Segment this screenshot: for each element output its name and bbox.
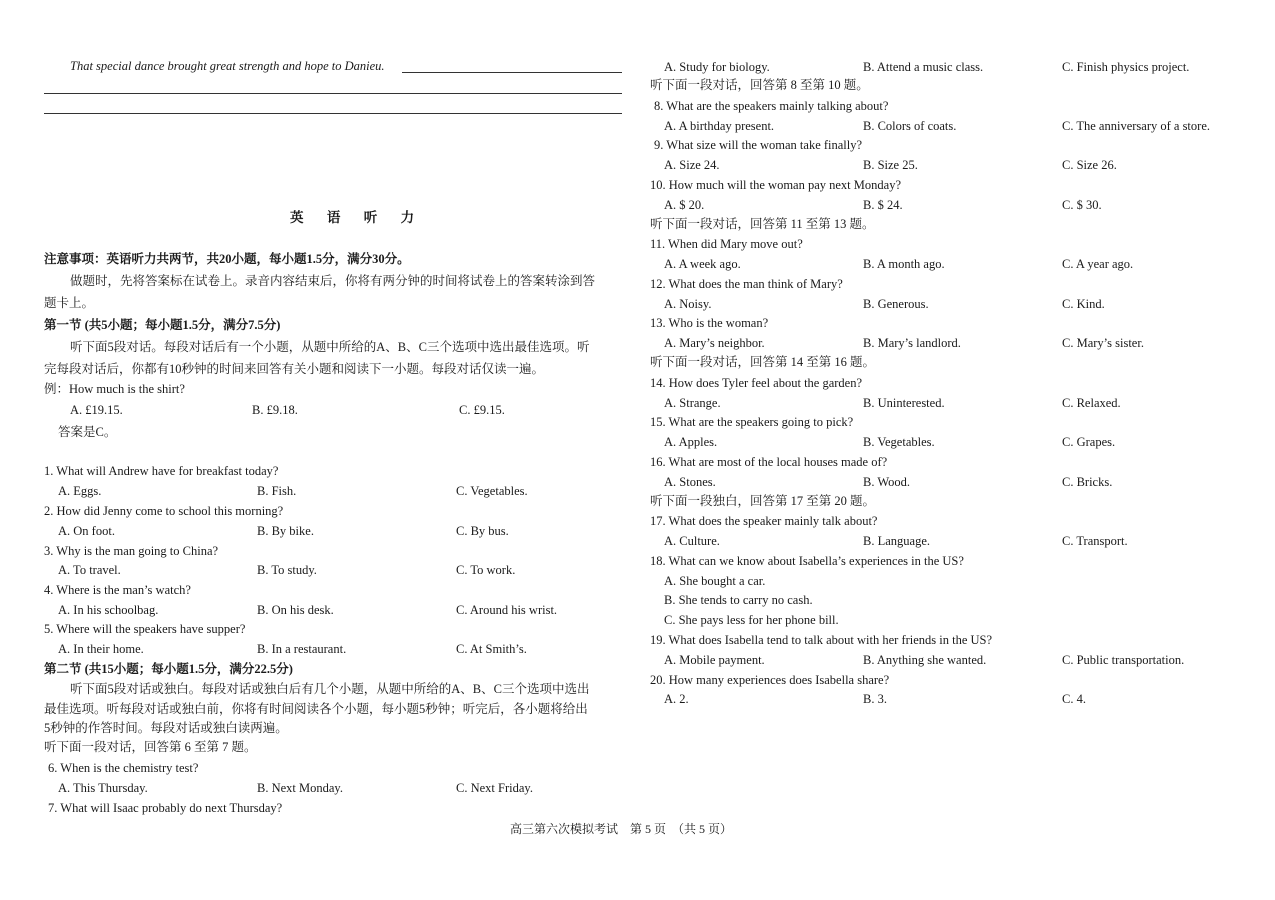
dialogue-direction: 听下面一段对话，回答第 6 至第 7 题。 xyxy=(44,740,257,754)
option: B. 3. xyxy=(863,692,887,706)
question: 11. When did Mary move out? xyxy=(650,237,803,251)
option: B. Uninterested. xyxy=(863,396,945,410)
option: C. Kind. xyxy=(1062,297,1105,311)
option: B. $ 24. xyxy=(863,198,903,212)
part1-instructions: 听下面5段对话。每段对话后有一个小题，从题中所给的A、B、C三个选项中选出最佳选项。听 xyxy=(70,340,590,354)
question: 15. What are the speakers going to pick? xyxy=(650,415,854,429)
option: A. A birthday present. xyxy=(664,119,775,133)
question: 9. What size will the woman take finally? xyxy=(654,138,863,152)
option: B. Colors of coats. xyxy=(863,119,957,133)
question: 17. What does the speaker mainly talk about? xyxy=(650,514,878,528)
option: C. A year ago. xyxy=(1062,257,1134,271)
answer-line xyxy=(44,93,622,94)
question: 7. What will Isaac probably do next Thursday? xyxy=(48,801,283,815)
option: B. In a restaurant. xyxy=(257,642,347,656)
notice-heading: 注意事项：英语听力共两节，共20小题，每小题1.5分，满分30分。 xyxy=(44,252,410,266)
question: 6. When is the chemistry test? xyxy=(48,761,199,775)
option: A. 2. xyxy=(664,692,689,706)
section-title: 英 语 听 力 xyxy=(290,210,425,225)
option: B. Attend a music class. xyxy=(863,60,984,74)
option: C. To work. xyxy=(456,563,516,577)
part2-heading: 第二节 (共15小题；每小题1.5分，满分22.5分) xyxy=(44,662,293,676)
option: A. On foot. xyxy=(58,524,115,538)
option: A. Eggs. xyxy=(58,484,102,498)
part1-instructions: 完每段对话后，你都有10秒钟的时间来回答有关小题和阅读下一小题。每段对话仅读一遍。 xyxy=(44,362,545,376)
example-option: B. £9.18. xyxy=(252,403,298,417)
option: C. Bricks. xyxy=(1062,475,1113,489)
option: A. Strange. xyxy=(664,396,721,410)
option: A. In their home. xyxy=(58,642,144,656)
option: B. Vegetables. xyxy=(863,435,935,449)
question: 20. How many experiences does Isabella share? xyxy=(650,673,890,687)
dialogue-direction: 听下面一段对话，回答第 8 至第 10 题。 xyxy=(650,78,869,92)
option: A. This Thursday. xyxy=(58,781,148,795)
option: A. Apples. xyxy=(664,435,718,449)
option: C. She pays less for her phone bill. xyxy=(664,613,839,627)
option: B. On his desk. xyxy=(257,603,334,617)
option: A. In his schoolbag. xyxy=(58,603,159,617)
question: 13. Who is the woman? xyxy=(650,316,769,330)
part2-instructions: 最佳选项。听每段对话或独白前，你将有时间阅读各个小题，每小题5秒钟；听完后，各小题将给出 xyxy=(44,702,588,716)
option: A. Culture. xyxy=(664,534,720,548)
option: C. Public transportation. xyxy=(1062,653,1185,667)
part2-instructions: 听下面5段对话或独白。每段对话或独白后有几个小题，从题中所给的A、B、C三个选项中选出 xyxy=(70,682,590,696)
option: B. Next Monday. xyxy=(257,781,343,795)
question: 4. Where is the man’s watch? xyxy=(44,583,191,597)
question: 19. What does Isabella tend to talk about with her friends in the US? xyxy=(650,633,993,647)
option: B. Mary’s landlord. xyxy=(863,336,961,350)
part1-heading: 第一节 (共5小题；每小题1.5分，满分7.5分) xyxy=(44,318,281,332)
option: A. Mary’s neighbor. xyxy=(664,336,765,350)
option: A. Stones. xyxy=(664,475,716,489)
option: A. $ 20. xyxy=(664,198,705,212)
question: 1. What will Andrew have for breakfast today? xyxy=(44,464,279,478)
option: A. Size 24. xyxy=(664,158,720,172)
option: C. Relaxed. xyxy=(1062,396,1121,410)
option: C. Vegetables. xyxy=(456,484,528,498)
option: C. Next Friday. xyxy=(456,781,533,795)
part2-instructions: 5秒钟的作答时间。每段对话或独白读两遍。 xyxy=(44,721,288,735)
option: C. By bus. xyxy=(456,524,509,538)
option: A. To travel. xyxy=(58,563,121,577)
option: B. Fish. xyxy=(257,484,297,498)
dialogue-direction: 听下面一段对话，回答第 14 至第 16 题。 xyxy=(650,355,876,369)
example-option: A. £19.15. xyxy=(70,403,123,417)
option: A. Mobile payment. xyxy=(664,653,765,667)
option: A. Noisy. xyxy=(664,297,712,311)
option: B. Wood. xyxy=(863,475,911,489)
option: B. To study. xyxy=(257,563,317,577)
notice-text: 题卡上。 xyxy=(44,296,95,310)
example-option: C. £9.15. xyxy=(459,403,505,417)
option: C. Transport. xyxy=(1062,534,1128,548)
dialogue-direction: 听下面一段对话，回答第 11 至第 13 题。 xyxy=(650,217,875,231)
option: B. Size 25. xyxy=(863,158,918,172)
question: 18. What can we know about Isabella’s experiences in the US? xyxy=(650,554,964,568)
page-footer: 高三第六次模拟考试 第 5 页 （共 5 页） xyxy=(510,822,733,836)
option: C. $ 30. xyxy=(1062,198,1102,212)
option: C. Size 26. xyxy=(1062,158,1117,172)
option: B. A month ago. xyxy=(863,257,945,271)
option: B. Generous. xyxy=(863,297,929,311)
dialogue-direction: 听下面一段独白，回答第 17 至第 20 题。 xyxy=(650,494,876,508)
answer-line xyxy=(44,113,622,114)
question: 5. Where will the speakers have supper? xyxy=(44,622,246,636)
option: C. At Smith’s. xyxy=(456,642,527,656)
option: B. By bike. xyxy=(257,524,314,538)
question: 2. How did Jenny come to school this morning? xyxy=(44,504,284,518)
option: C. 4. xyxy=(1062,692,1086,706)
option: B. Language. xyxy=(863,534,930,548)
option: A. A week ago. xyxy=(664,257,741,271)
option: A. She bought a car. xyxy=(664,574,766,588)
question: 8. What are the speakers mainly talking about? xyxy=(654,99,889,113)
option: C. The anniversary of a store. xyxy=(1062,119,1210,133)
option: C. Around his wrist. xyxy=(456,603,558,617)
example-answer: 答案是C。 xyxy=(58,425,117,439)
question: 3. Why is the man going to China? xyxy=(44,544,219,558)
option: B. She tends to carry no cash. xyxy=(664,593,813,607)
question: 16. What are most of the local houses made of? xyxy=(650,455,888,469)
answer-line xyxy=(402,72,622,73)
option: C. Grapes. xyxy=(1062,435,1116,449)
example-question: 例：How much is the shirt? xyxy=(44,382,185,396)
option: C. Mary’s sister. xyxy=(1062,336,1144,350)
question: 10. How much will the woman pay next Monday? xyxy=(650,178,901,192)
option: A. Study for biology. xyxy=(664,60,770,74)
notice-text: 做题时，先将答案标在试卷上。录音内容结束后，你将有两分钟的时间将试卷上的答案转涂到答 xyxy=(70,274,596,288)
question: 14. How does Tyler feel about the garden? xyxy=(650,376,863,390)
option: B. Anything she wanted. xyxy=(863,653,987,667)
writing-sentence: That special dance brought great strength and hope to Danieu. xyxy=(70,59,385,73)
option: C. Finish physics project. xyxy=(1062,60,1190,74)
question: 12. What does the man think of Mary? xyxy=(650,277,843,291)
